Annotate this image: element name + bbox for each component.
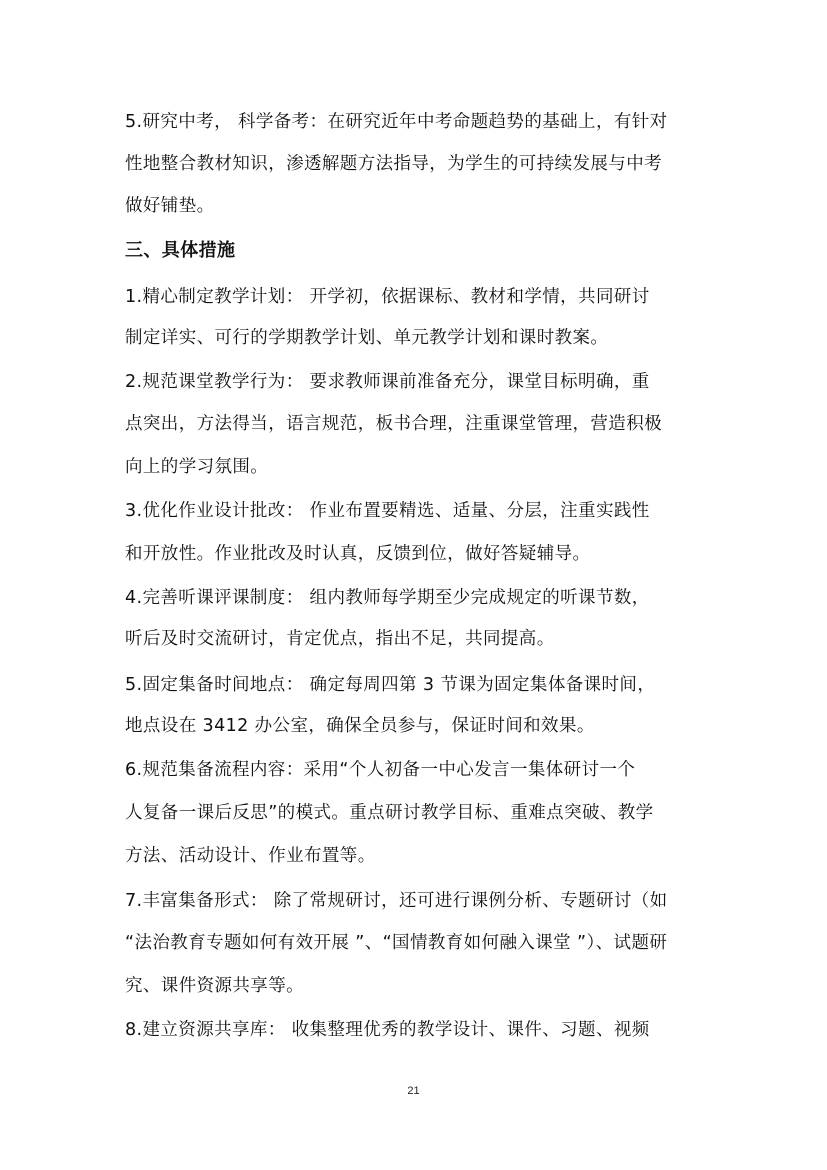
text-line: “法治教育专题如何有效开展 ”、“国情教育如何融入课堂 ”）、试题研	[125, 933, 668, 953]
text-line: 5.固定集备时间地点： 确定每周四第 3 节课为固定集体备课时间，	[125, 675, 656, 695]
page-number: 21	[407, 1085, 420, 1097]
text-line: 点突出，方法得当，语言规范，板书合理，注重课堂管理，营造积极	[125, 414, 662, 434]
text-line: 7.丰富集备形式： 除了常规研讨，还可进行课例分析、专题研讨（如	[125, 891, 668, 911]
text-line: 方法、活动设计、作业布置等。	[125, 846, 376, 866]
text-line: 1.精心制定教学计划： 开学初，依据课标、教材和学情，共同研讨	[125, 287, 650, 307]
text-line: 听后及时交流研讨，肯定优点，指出不足，共同提高。	[125, 629, 555, 649]
text-line: 4.完善听课评课制度： 组内教师每学期至少完成规定的听课节数，	[125, 588, 650, 608]
section-heading: 三、具体措施	[125, 240, 236, 261]
text-line: 人复备一课后反思”的模式。重点研讨教学目标、重难点突破、教学	[125, 803, 654, 823]
text-line: 制定详实、可行的学期教学计划、单元教学计划和课时教案。	[125, 328, 609, 348]
text-line: 向上的学习氛围。	[125, 457, 269, 477]
text-line: 做好铺垫。	[125, 196, 215, 216]
text-line: 3.优化作业设计批改： 作业布置要精选、适量、分层，注重实践性	[125, 501, 650, 521]
text-line: 究、课件资源共享等。	[125, 976, 304, 996]
text-line: 性地整合教材知识，渗透解题方法指导，为学生的可持续发展与中考	[125, 154, 662, 174]
text-line: 地点设在 3412 办公室，确保全员参与，保证时间和效果。	[125, 716, 595, 736]
text-line: 8.建立资源共享库： 收集整理优秀的教学设计、课件、习题、视频	[125, 1020, 650, 1040]
text-line: 2.规范课堂教学行为： 要求教师课前准备充分，课堂目标明确，重	[125, 372, 650, 392]
text-line: 和开放性。作业批改及时认真，反馈到位，做好答疑辅导。	[125, 544, 591, 564]
text-line: 6.规范集备流程内容：采用“个人初备一中心发言一集体研讨一个	[125, 760, 636, 780]
text-line: 5.研究中考， 科学备考：在研究近年中考命题趋势的基础上，有针对	[125, 112, 668, 132]
